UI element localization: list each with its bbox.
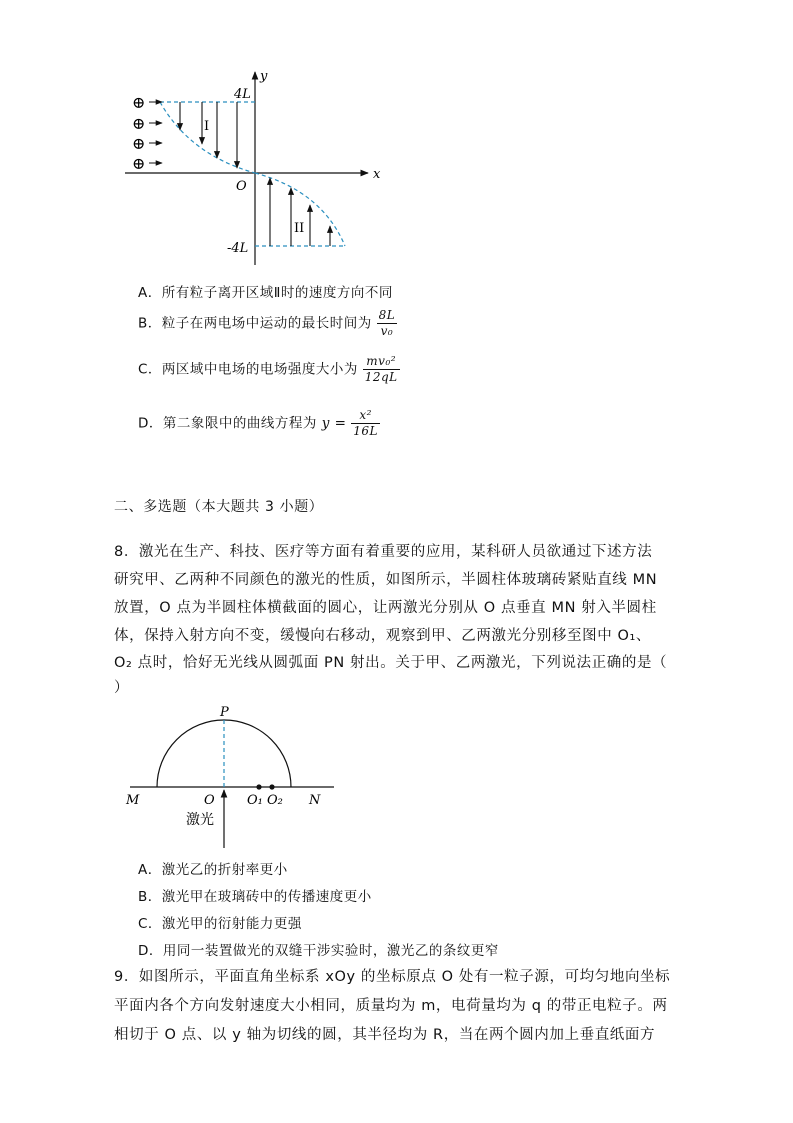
q9-line-3: 相切于 O 点、以 y 轴为切线的圆，其半径均为 R，当在两个圆内加上垂直纸面方 — [114, 1027, 656, 1043]
label-laser: 激光 — [186, 812, 214, 828]
q8-line-5: O₂ 点时，恰好无光线从圆弧面 PN 射出。关于甲、乙两激光，下列说法正确的是（ — [114, 655, 668, 671]
q8-line-3: 放置，O 点为半圆柱体横截面的圆心，让两激光分别从 O 点垂直 MN 射入半圆柱 — [114, 600, 657, 616]
q7-option-b-text: B．粒子在两电场中运动的最长时间为 — [138, 315, 372, 332]
particle-symbol: ⊕ — [132, 93, 146, 112]
q8-option-d[interactable]: D．用同一装置做光的双缝干涉实验时，激光乙的条纹更窄 — [138, 943, 499, 959]
q9-line-2: 平面内各个方向发射速度大小相同，质量均为 m，电荷量均为 q 的带正电粒子。两 — [114, 998, 668, 1014]
q8-option-a[interactable]: A．激光乙的折射率更小 — [138, 862, 288, 878]
fraction-numerator: 8L — [378, 308, 396, 322]
axis-y-label: y — [260, 69, 268, 84]
q7-option-a[interactable] — [138, 281, 393, 301]
q8-option-b[interactable]: B．激光甲在玻璃砖中的传播速度更小 — [138, 889, 372, 905]
label-m: M — [126, 793, 140, 808]
q7-option-b[interactable] — [138, 308, 397, 339]
field-regions-figure — [110, 60, 400, 270]
q8-line-2: 研究甲、乙两种不同颜色的激光的性质，如图所示，半圆柱体玻璃砖紧贴直线 MN — [114, 572, 658, 588]
region-I-label: I — [204, 119, 210, 134]
semicircle-glass-figure — [120, 700, 340, 850]
q8-line-1: 8．激光在生产、科技、医疗等方面有着重要的应用，某科研人员欲通过下述方法 — [114, 544, 653, 560]
q8-option-c[interactable]: C．激光甲的衍射能力更强 — [138, 916, 302, 932]
fraction-denominator: 12qL — [364, 370, 398, 384]
particle-symbol: ⊕ — [132, 154, 146, 173]
q7-option-d-fraction — [351, 408, 380, 439]
q7-option-c[interactable] — [138, 354, 400, 385]
label-n: N — [309, 793, 321, 808]
fraction-denominator: 16L — [353, 424, 378, 438]
fraction-numerator: x² — [351, 408, 380, 424]
origin-label: O — [236, 179, 247, 194]
top-value-label: 4L — [234, 87, 251, 102]
q7-option-d-text: D．第二象限中的曲线方程为 — [138, 415, 317, 432]
q7-option-d-lhs: y = — [321, 415, 347, 432]
fraction-numerator: mv₀² — [363, 354, 400, 370]
q8-line-6: ） — [114, 680, 130, 696]
section-heading: 二、多选题（本大题共 3 小题） — [114, 499, 324, 515]
fraction-denominator: v₀ — [380, 324, 394, 338]
point-o1 — [256, 784, 261, 789]
q7-option-c-fraction — [363, 354, 400, 385]
label-o2: O₂ — [267, 793, 283, 808]
particle-symbol: ⊕ — [132, 114, 146, 133]
q7-option-c-text: C．两区域中电场的电场强度大小为 — [138, 361, 358, 378]
bottom-value-label: -4L — [227, 241, 249, 256]
label-o: O — [204, 793, 215, 808]
label-p: P — [220, 705, 229, 720]
axis-x-label: x — [373, 167, 381, 182]
q7-option-b-fraction — [377, 308, 398, 339]
region-I-curve — [160, 102, 255, 173]
particle-symbol: ⊕ — [132, 134, 146, 153]
q7-option-a-text: A．所有粒子离开区域Ⅱ时的速度方向不同 — [138, 285, 393, 301]
q9-line-1: 9．如图所示，平面直角坐标系 xOy 的坐标原点 O 处有一粒子源，可均匀地向坐标 — [114, 969, 671, 985]
label-o1: O₁ — [247, 793, 263, 808]
region-II-label: II — [294, 221, 305, 236]
point-o2 — [269, 784, 274, 789]
q8-line-4: 体，保持入射方向不变，缓慢向右移动，观察到甲、乙两激光分别移至图中 O₁、 — [114, 628, 652, 644]
q7-option-d[interactable] — [138, 408, 380, 439]
